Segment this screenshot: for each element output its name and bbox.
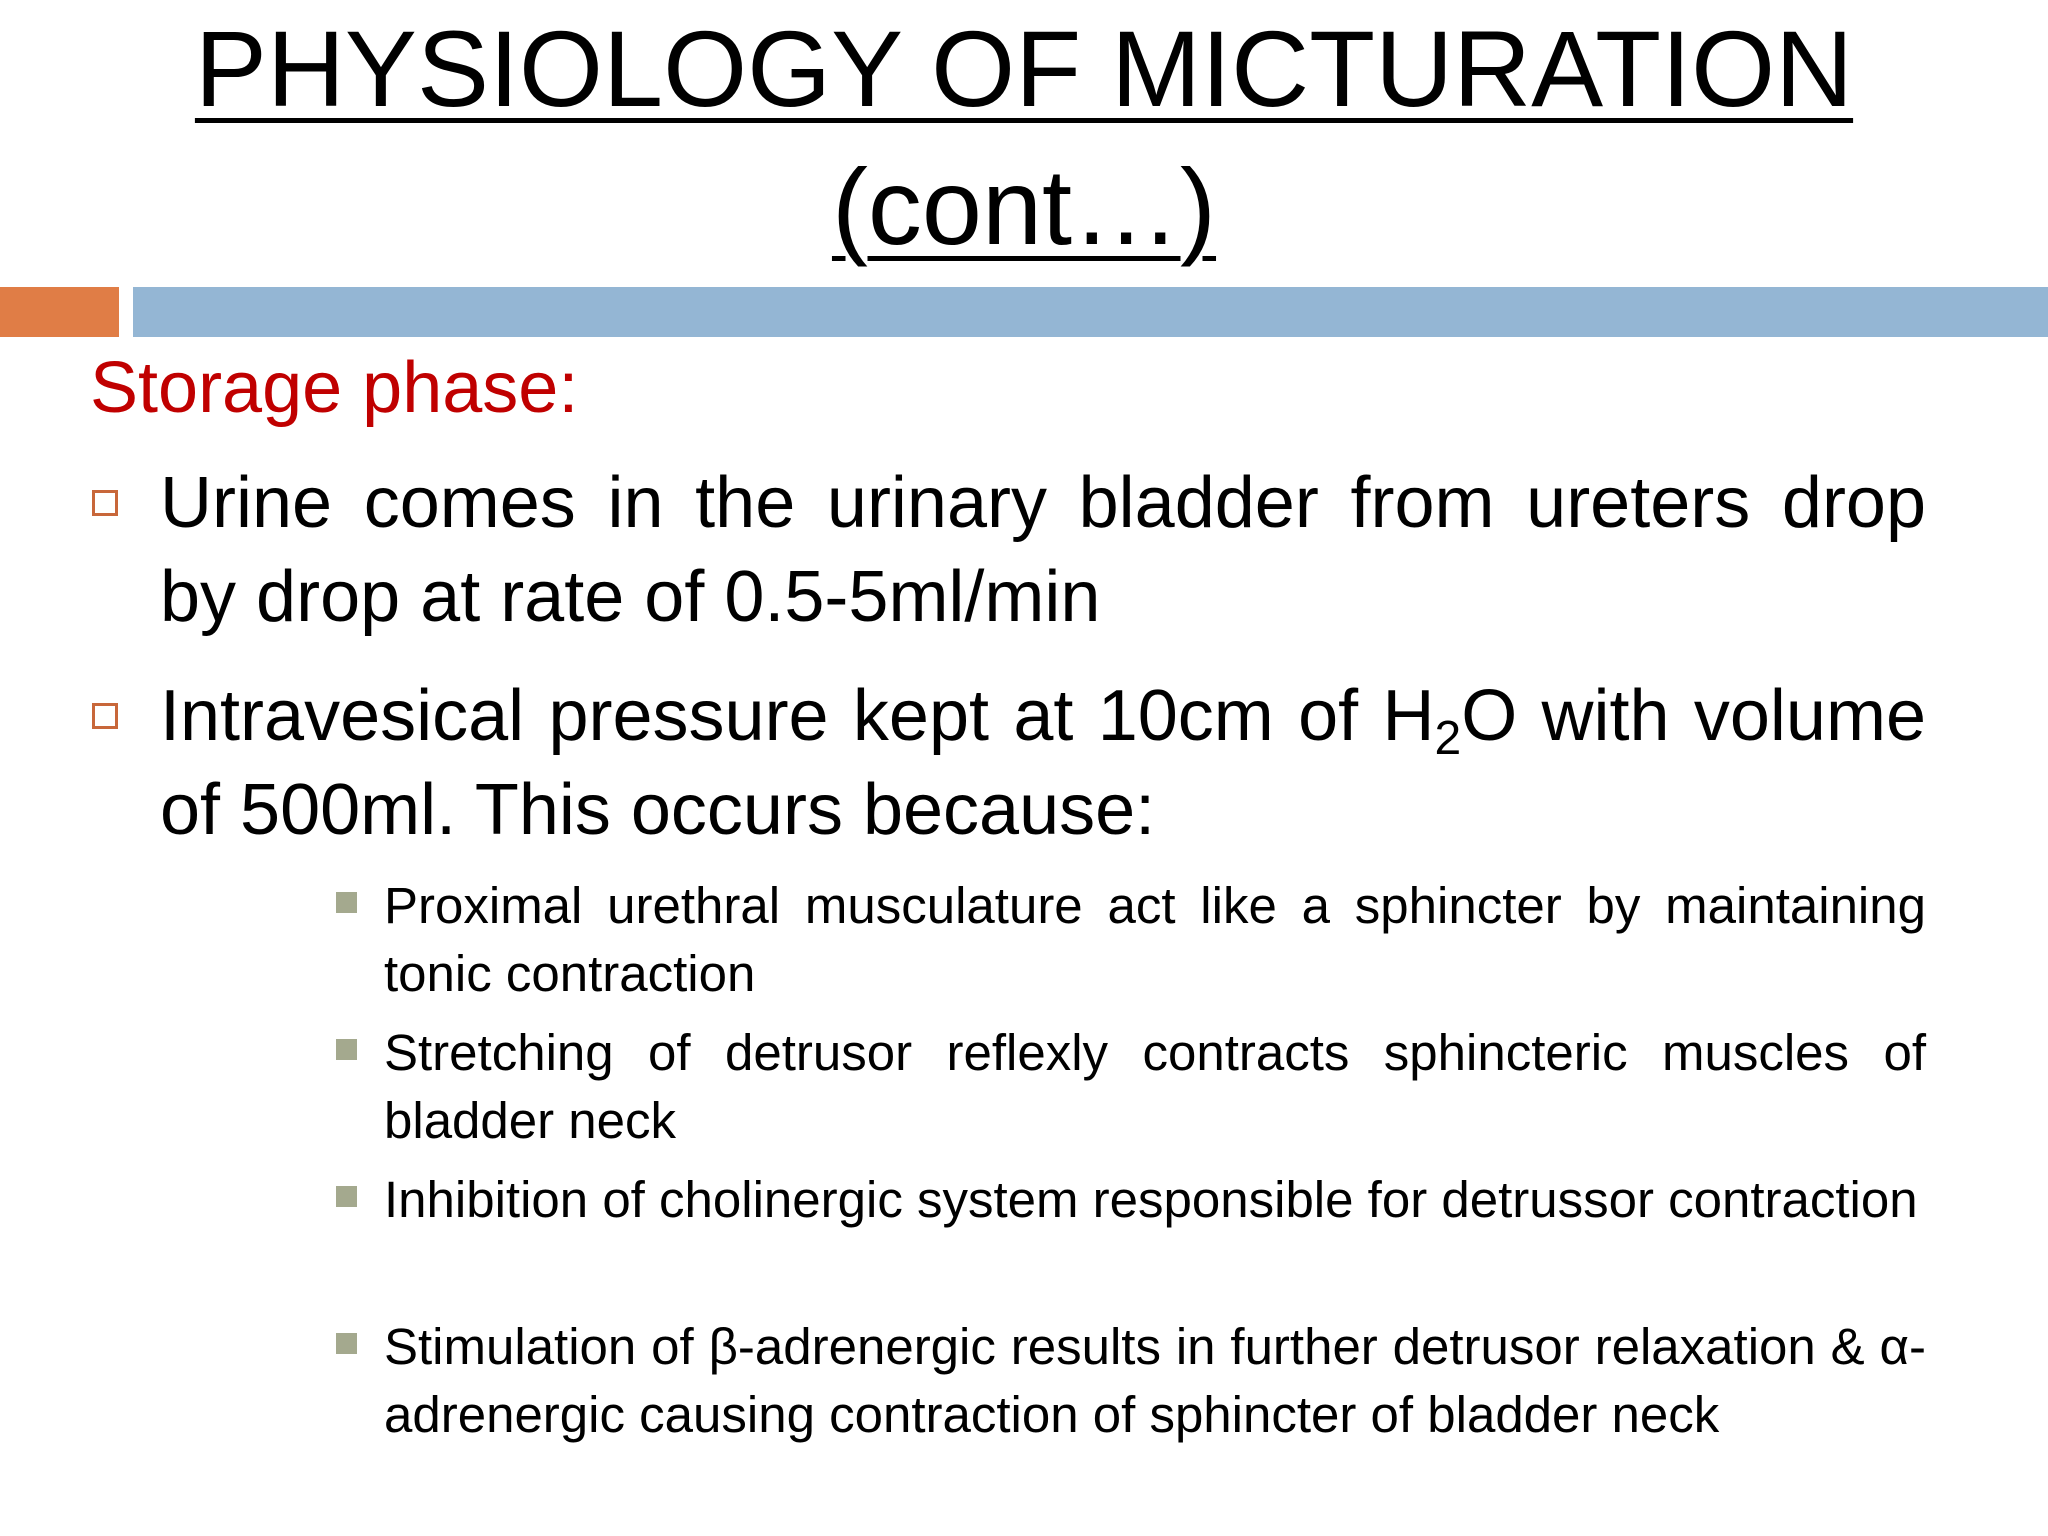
square-bullet-icon bbox=[92, 703, 118, 729]
filled-square-bullet-icon bbox=[336, 1186, 357, 1207]
section-heading: Storage phase: bbox=[90, 348, 579, 428]
subscript: 2 bbox=[1434, 712, 1462, 765]
square-bullet-icon bbox=[92, 490, 118, 516]
sub-bullet-text: Stretching of detrusor reflexly contracts sphincteric muscles of bladder neck bbox=[384, 1024, 1926, 1149]
filled-square-bullet-icon bbox=[336, 1333, 357, 1354]
slide-title-line-2: (cont…) bbox=[831, 146, 1217, 267]
bullet-text bbox=[160, 669, 1926, 857]
bullet-text: Urine comes in the urinary bladder from ureters drop by drop at rate of 0.5-5ml/min bbox=[160, 463, 1926, 637]
slide-title bbox=[0, 0, 2048, 276]
bullet-text-part: Intravesical pressure kept at 10cm of H bbox=[160, 676, 1435, 756]
bullet-text-part: O with volume of 500ml. This occurs because: bbox=[160, 676, 1926, 850]
accent-bar-orange bbox=[0, 287, 119, 337]
accent-bar-blue bbox=[133, 287, 2048, 337]
filled-square-bullet-icon bbox=[336, 1039, 357, 1060]
sub-bullet-text: Inhibition of cholinergic system responsible for detrussor contraction bbox=[384, 1171, 1918, 1228]
slide-title-line-1: PHYSIOLOGY OF MICTURATION bbox=[194, 8, 1854, 129]
sub-bullet-text: Stimulation of β-adrenergic results in further detrusor relaxation & α-adrenergic causing contraction of sphincter of bladder neck bbox=[384, 1318, 1926, 1443]
filled-square-bullet-icon bbox=[336, 892, 357, 913]
sub-bullet-text: Proximal urethral musculature act like a sphincter by maintaining tonic contraction bbox=[384, 877, 1926, 1002]
